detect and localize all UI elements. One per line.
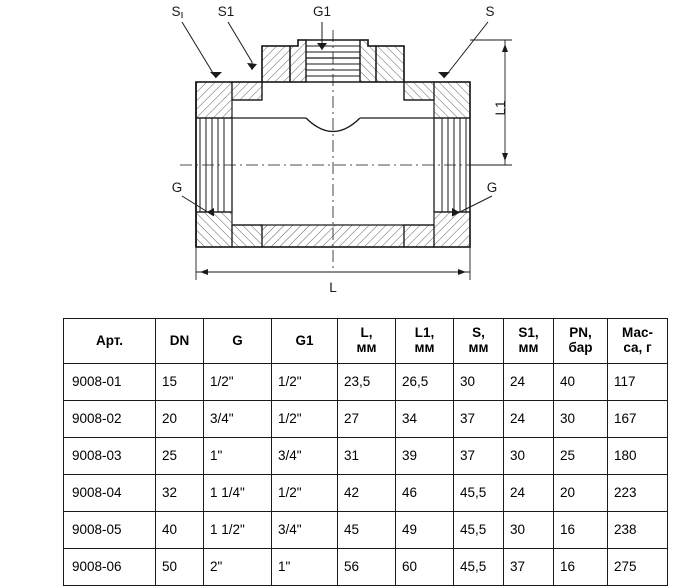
specification-table-container xyxy=(63,318,653,586)
cell-mass: 275 xyxy=(608,549,668,586)
cell-s1: 37 xyxy=(504,549,554,586)
column-header-dn-top: DN xyxy=(169,332,190,348)
cell-g1: 1/2" xyxy=(272,364,338,401)
cell-s: 30 xyxy=(454,364,504,401)
cell-s: 45,5 xyxy=(454,549,504,586)
table-row xyxy=(64,475,668,512)
cell-l: 45 xyxy=(338,512,396,549)
cell-art: 9008-02 xyxy=(64,401,156,438)
cell-l: 23,5 xyxy=(338,364,396,401)
cell-art: 9008-01 xyxy=(64,364,156,401)
column-header-s1-top: S1, xyxy=(518,325,539,341)
column-header-mass xyxy=(608,319,668,364)
cell-s: 37 xyxy=(454,401,504,438)
column-header-mass-bottom: са, г xyxy=(623,340,652,355)
cell-pn: 16 xyxy=(554,549,608,586)
cell-art: 9008-05 xyxy=(64,512,156,549)
cell-s: 45,5 xyxy=(454,512,504,549)
column-header-l xyxy=(338,319,396,364)
column-header-s1 xyxy=(504,319,554,364)
column-header-g1 xyxy=(272,319,338,364)
cell-g: 1 1/4" xyxy=(204,475,272,512)
column-header-l-top: L, xyxy=(360,325,373,341)
table-body xyxy=(64,364,668,586)
cell-g1: 1" xyxy=(272,549,338,586)
label-g1-top: G1 xyxy=(312,4,332,19)
table-header-row xyxy=(64,319,668,364)
cell-g: 1/2" xyxy=(204,364,272,401)
cell-s1: 24 xyxy=(504,401,554,438)
column-header-mass-top: Мас- xyxy=(622,325,653,341)
table-row xyxy=(64,549,668,586)
cell-l1: 60 xyxy=(396,549,454,586)
cell-g1: 3/4" xyxy=(272,438,338,475)
column-header-l1 xyxy=(396,319,454,364)
column-header-g-top: G xyxy=(232,332,243,348)
column-header-art-top: Арт. xyxy=(96,332,123,348)
column-header-pn-bottom: бар xyxy=(568,340,593,355)
label-g-left: G xyxy=(171,180,183,195)
cell-l1: 26,5 xyxy=(396,364,454,401)
column-header-s1-bottom: мм xyxy=(518,340,539,355)
cell-l1: 49 xyxy=(396,512,454,549)
specification-table xyxy=(63,318,668,586)
label-l-bottom: L xyxy=(329,280,337,295)
cell-mass: 238 xyxy=(608,512,668,549)
cell-s1: 30 xyxy=(504,438,554,475)
cell-s1: 30 xyxy=(504,512,554,549)
cell-dn: 20 xyxy=(156,401,204,438)
column-header-pn-top: PN, xyxy=(569,325,592,341)
cell-s: 37 xyxy=(454,438,504,475)
column-header-g1-top: G1 xyxy=(295,332,314,348)
cell-dn: 50 xyxy=(156,549,204,586)
cell-art: 9008-03 xyxy=(64,438,156,475)
cell-dn: 25 xyxy=(156,438,204,475)
cell-art: 9008-06 xyxy=(64,549,156,586)
cell-pn: 16 xyxy=(554,512,608,549)
cell-mass: 117 xyxy=(608,364,668,401)
cell-pn: 20 xyxy=(554,475,608,512)
cell-g: 3/4" xyxy=(204,401,272,438)
column-header-l1-top: L1, xyxy=(414,325,435,341)
cell-l1: 46 xyxy=(396,475,454,512)
cell-g1: 1/2" xyxy=(272,475,338,512)
label-s-left: S xyxy=(171,4,181,19)
cell-s: 45,5 xyxy=(454,475,504,512)
cell-l: 31 xyxy=(338,438,396,475)
bore-contours xyxy=(196,40,470,225)
cell-pn: 30 xyxy=(554,401,608,438)
column-header-art xyxy=(64,319,156,364)
column-header-s xyxy=(454,319,504,364)
cell-dn: 15 xyxy=(156,364,204,401)
cell-g1: 1/2" xyxy=(272,401,338,438)
cell-l: 27 xyxy=(338,401,396,438)
table-row xyxy=(64,364,668,401)
cell-l1: 39 xyxy=(396,438,454,475)
column-header-l1-bottom: мм xyxy=(414,340,435,355)
cell-pn: 25 xyxy=(554,438,608,475)
cell-g: 2" xyxy=(204,549,272,586)
cell-art: 9008-04 xyxy=(64,475,156,512)
column-header-s-bottom: мм xyxy=(468,340,489,355)
cell-g1: 3/4" xyxy=(272,512,338,549)
label-s1: S1 xyxy=(217,4,235,19)
label-g-right: G xyxy=(486,180,498,195)
table-row xyxy=(64,401,668,438)
cell-mass: 180 xyxy=(608,438,668,475)
column-header-s-top: S, xyxy=(472,325,485,341)
cell-l: 42 xyxy=(338,475,396,512)
column-header-dn xyxy=(156,319,204,364)
label-l1-vertical: L1 xyxy=(493,100,508,116)
column-header-pn xyxy=(554,319,608,364)
table-row xyxy=(64,438,668,475)
column-header-g xyxy=(204,319,272,364)
table-row xyxy=(64,512,668,549)
cell-l1: 34 xyxy=(396,401,454,438)
cell-l: 56 xyxy=(338,549,396,586)
cell-mass: 167 xyxy=(608,401,668,438)
cell-pn: 40 xyxy=(554,364,608,401)
column-header-l-bottom: мм xyxy=(356,340,377,355)
label-s-right: S xyxy=(485,4,495,19)
cell-mass: 223 xyxy=(608,475,668,512)
cell-g: 1 1/2" xyxy=(204,512,272,549)
cell-s1: 24 xyxy=(504,475,554,512)
cell-dn: 40 xyxy=(156,512,204,549)
cell-s1: 24 xyxy=(504,364,554,401)
cell-g: 1" xyxy=(204,438,272,475)
cell-dn: 32 xyxy=(156,475,204,512)
